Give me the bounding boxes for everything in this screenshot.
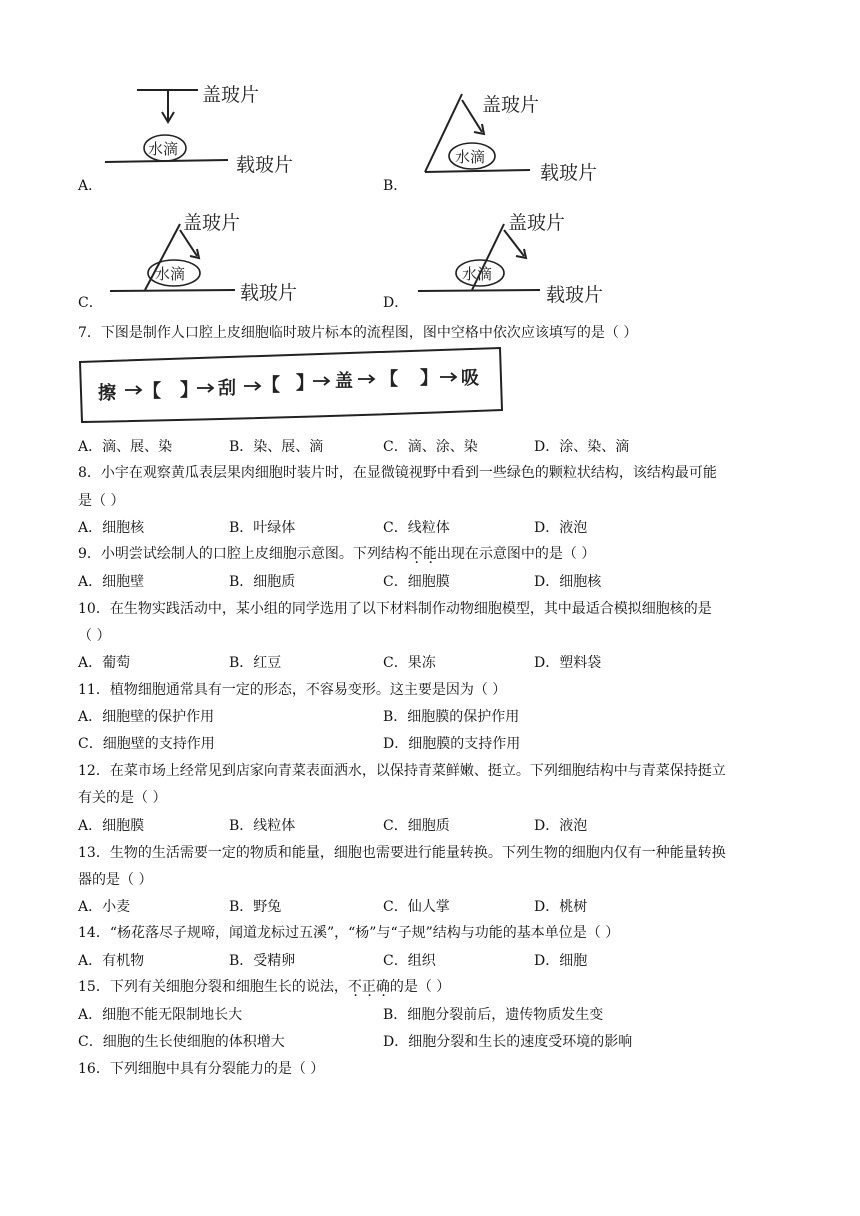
- q15-stem-part2: 的是（ ）: [389, 979, 451, 995]
- q7-flow-step-absorb: 吸: [461, 368, 479, 389]
- q15-stem: [78, 976, 450, 996]
- q6-option-b-label: B．: [383, 178, 408, 194]
- q6-option-d-label: D．: [383, 295, 409, 311]
- q16-stem: 16．下列细胞中具有分裂能力的是（ ）: [78, 1061, 325, 1077]
- q7-option-d[interactable]: D．涂、染、滴: [534, 439, 630, 455]
- q7-flow-bracket-open-1: 【: [143, 381, 161, 402]
- q12-stem-line2: 有关的是（ ）: [78, 790, 167, 806]
- q9-emphasis-2: 能: [422, 546, 437, 562]
- q6-a-slide-label: 载玻片: [236, 154, 294, 176]
- q12-option-b[interactable]: B．线粒体: [229, 818, 296, 834]
- q7-flow-step-wipe: 擦: [98, 383, 116, 404]
- q6-d-cover-slip-label: 盖玻片: [508, 212, 566, 234]
- q13-option-c[interactable]: C．仙人掌: [383, 899, 450, 915]
- q14-option-b[interactable]: B．受精卵: [229, 953, 296, 969]
- q7-flow-bracket-close-3: 】: [420, 368, 438, 389]
- q6-b-slide-label: 载玻片: [540, 162, 598, 184]
- q6-a-water-label: 水滴: [148, 140, 179, 158]
- q10-option-a[interactable]: A．葡萄: [78, 655, 131, 671]
- q14-option-c[interactable]: C．组织: [383, 953, 436, 969]
- q13-stem-line2: 器的是（ ）: [78, 872, 153, 888]
- q6-c-water-label: 水滴: [155, 265, 186, 283]
- q12-stem-line1: 12．在菜市场上经常见到店家向青菜表面洒水，以保持青菜鲜嫩、挺立。下列细胞结构中与青菜保持挺立: [78, 763, 726, 779]
- q15-emphasis-3: 确: [375, 979, 390, 995]
- q15-option-c[interactable]: C．细胞的生长使细胞的体积增大: [78, 1034, 285, 1050]
- q6-d-slide-label: 载玻片: [546, 284, 604, 306]
- q14-option-d[interactable]: D．细胞: [534, 953, 588, 969]
- q11-option-b[interactable]: B．细胞膜的保护作用: [383, 709, 520, 725]
- q15-emphasis-1: 不: [347, 979, 362, 995]
- q7-option-a[interactable]: A．滴、展、染: [78, 439, 173, 455]
- q10-option-d[interactable]: D．塑料袋: [534, 655, 602, 671]
- q7-flow-step-cover: 盖: [335, 371, 353, 392]
- q6-option-c-label: C．: [78, 295, 103, 311]
- q7-flow-bracket-open-3: 【: [380, 369, 398, 390]
- q15-emphasis-2: 正: [361, 979, 376, 995]
- q10-option-b[interactable]: B．红豆: [229, 655, 282, 671]
- q7-flow-bracket-open-2: 【: [262, 375, 280, 396]
- q9-option-b[interactable]: B．细胞质: [229, 574, 296, 590]
- q9-stem: [78, 543, 595, 563]
- q15-option-a[interactable]: A．细胞不能无限制地长大: [78, 1007, 243, 1023]
- q8-option-d[interactable]: D．液泡: [534, 520, 588, 536]
- q9-stem-part1: 9．小明尝试绘制人的口腔上皮细胞示意图。下列结构: [78, 546, 409, 562]
- q7-option-c[interactable]: C．滴、涂、染: [383, 439, 478, 455]
- q9-option-d[interactable]: D．细胞核: [534, 574, 602, 590]
- q6-c-slide-label: 载玻片: [240, 282, 298, 304]
- q9-emphasis-1: 不: [408, 546, 423, 562]
- q7-option-b[interactable]: B．染、展、滴: [229, 439, 324, 455]
- q13-stem-line1: 13．生物的生活需要一定的物质和能量，细胞也需要进行能量转换。下列生物的细胞内仅有一种能量转换: [78, 845, 726, 861]
- q12-option-c[interactable]: C．细胞质: [383, 818, 450, 834]
- q6-a-cover-slip-label: 盖玻片: [202, 84, 260, 106]
- q6-c-cover-slip-label: 盖玻片: [183, 212, 241, 234]
- q9-option-a[interactable]: A．细胞壁: [78, 574, 145, 590]
- q6-b-water-label: 水滴: [455, 148, 486, 166]
- q7-flow-step-scrape: 刮: [218, 378, 236, 399]
- q8-option-b[interactable]: B．叶绿体: [229, 520, 296, 536]
- q13-option-d[interactable]: D．桃树: [534, 899, 588, 915]
- q6-b-cover-slip-label: 盖玻片: [482, 94, 540, 116]
- q11-option-d[interactable]: D．细胞膜的支持作用: [383, 736, 521, 752]
- q10-stem-line1: 10．在生物实践活动中，某小组的同学选用了以下材料制作动物细胞模型，其中最适合模拟细胞核的是: [78, 601, 712, 617]
- q13-option-b[interactable]: B．野兔: [229, 899, 282, 915]
- q10-option-c[interactable]: C．果冻: [383, 655, 436, 671]
- q7-flow-bracket-close-2: 】: [296, 373, 314, 394]
- q11-stem: 11．植物细胞通常具有一定的形态，不容易变形。这主要是因为（ ）: [78, 682, 507, 698]
- q8-option-c[interactable]: C．线粒体: [383, 520, 450, 536]
- q11-option-c[interactable]: C．细胞壁的支持作用: [78, 736, 215, 752]
- q15-stem-part1: 15．下列有关细胞分裂和细胞生长的说法，: [78, 979, 348, 995]
- q14-option-a[interactable]: A．有机物: [78, 953, 145, 969]
- q14-stem: 14．“杨花落尽子规啼，闻道龙标过五溪”，“杨”与“子规”结构与功能的基本单位是（ ）: [78, 925, 620, 941]
- q8-stem-line2: 是（ ）: [78, 493, 125, 509]
- q10-stem-line2: （ ）: [78, 628, 111, 644]
- q7-stem: 7．下图是制作人口腔上皮细胞临时玻片标本的流程图，图中空格中依次应该填写的是（ ）: [78, 325, 638, 341]
- q9-option-c[interactable]: C．细胞膜: [383, 574, 450, 590]
- q12-option-a[interactable]: A．细胞膜: [78, 818, 145, 834]
- q15-option-b[interactable]: B．细胞分裂前后，遗传物质发生变: [383, 1007, 604, 1023]
- q13-option-a[interactable]: A．小麦: [78, 899, 131, 915]
- q15-option-d[interactable]: D．细胞分裂和生长的速度受环境的影响: [383, 1034, 633, 1050]
- q11-option-a[interactable]: A．细胞壁的保护作用: [78, 709, 215, 725]
- q8-stem-line1: 8．小宇在观察黄瓜表层果肉细胞时装片时，在显微镜视野中看到一些绿色的颗粒状结构，该结构最可能: [78, 465, 717, 481]
- q6-d-water-label: 水滴: [462, 265, 493, 283]
- q7-flow-bracket-close-1: 】: [180, 380, 198, 401]
- q12-option-d[interactable]: D．液泡: [534, 818, 588, 834]
- q8-option-a[interactable]: A．细胞核: [78, 520, 145, 536]
- q9-stem-part2: 出现在示意图中的是（ ）: [436, 546, 596, 562]
- q6-option-a-label: A．: [78, 178, 103, 194]
